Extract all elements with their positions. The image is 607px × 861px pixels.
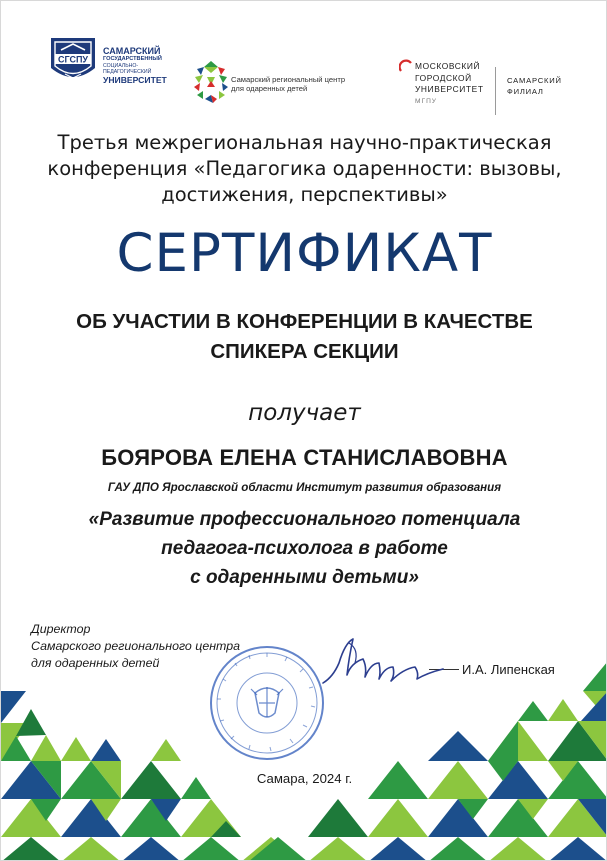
city-year: Самара, 2024 г. — [256, 771, 353, 786]
sgspu-line1: САМАРСКИЙ — [103, 46, 161, 56]
conference-line3: достижения, перспективы» — [161, 183, 448, 206]
talk-topic-line2: педагога-психолога в работе — [161, 538, 448, 559]
director-title — [31, 621, 240, 672]
talk-topic-line3: с одаренными детьми» — [190, 567, 419, 588]
center-line1: Самарский региональный центр — [231, 75, 346, 84]
conference-line2: конференция «Педагогика одаренности: вызовы, — [47, 157, 562, 180]
mgpu-line2: ГОРОДСКОЙ — [415, 72, 472, 83]
recipient-name: БОЯРОВА ЕЛЕНА СТАНИСЛАВОВНА — [101, 445, 508, 470]
center-line2: для одаренных детей — [231, 84, 308, 94]
mgpu-line4: МГПУ — [415, 97, 437, 105]
certificate-subtitle-line1: ОБ УЧАСТИИ В КОНФЕРЕНЦИИ В КАЧЕСТВЕ — [76, 310, 533, 333]
director-role-line1: Директор — [31, 622, 91, 636]
handwritten-signature — [319, 633, 449, 693]
director-role-line2: Самарского регионального центра — [31, 639, 241, 653]
sgspu-abbr: СГСПУ — [57, 54, 89, 65]
conference-line1: Третья межрегиональная научно-практическая — [57, 131, 552, 154]
director-role-line3: для одаренных детей — [31, 656, 160, 670]
sgspu-line4: УНИВЕРСИТЕТ — [103, 74, 167, 85]
mgpu-branch-line2: ФИЛИАЛ — [507, 87, 544, 96]
recipient-organization: ГАУ ДПО Ярославской области Институт развития образования — [107, 481, 502, 494]
certificate-title: СЕРТИФИКАТ — [116, 223, 493, 284]
talk-topic-line1: «Развитие профессионального потенциала — [88, 509, 521, 530]
sgspu-line3: СОЦИАЛЬНО-ПЕДАГОГИЧЕСКИЙ — [103, 62, 152, 75]
signer-name: И.А. Липенская — [462, 662, 555, 677]
receives-label: получает — [248, 400, 361, 426]
mgpu-line1: МОСКОВСКИЙ — [415, 61, 481, 71]
sgspu-line2: ГОСУДАРСТВЕННЫЙ — [103, 56, 162, 62]
mgpu-line3: УНИВЕРСИТЕТ — [415, 84, 484, 95]
certificate-subtitle-line2: СПИКЕРА СЕКЦИИ — [210, 340, 399, 363]
mgpu-branch-line1: САМАРСКИЙ — [507, 76, 562, 85]
